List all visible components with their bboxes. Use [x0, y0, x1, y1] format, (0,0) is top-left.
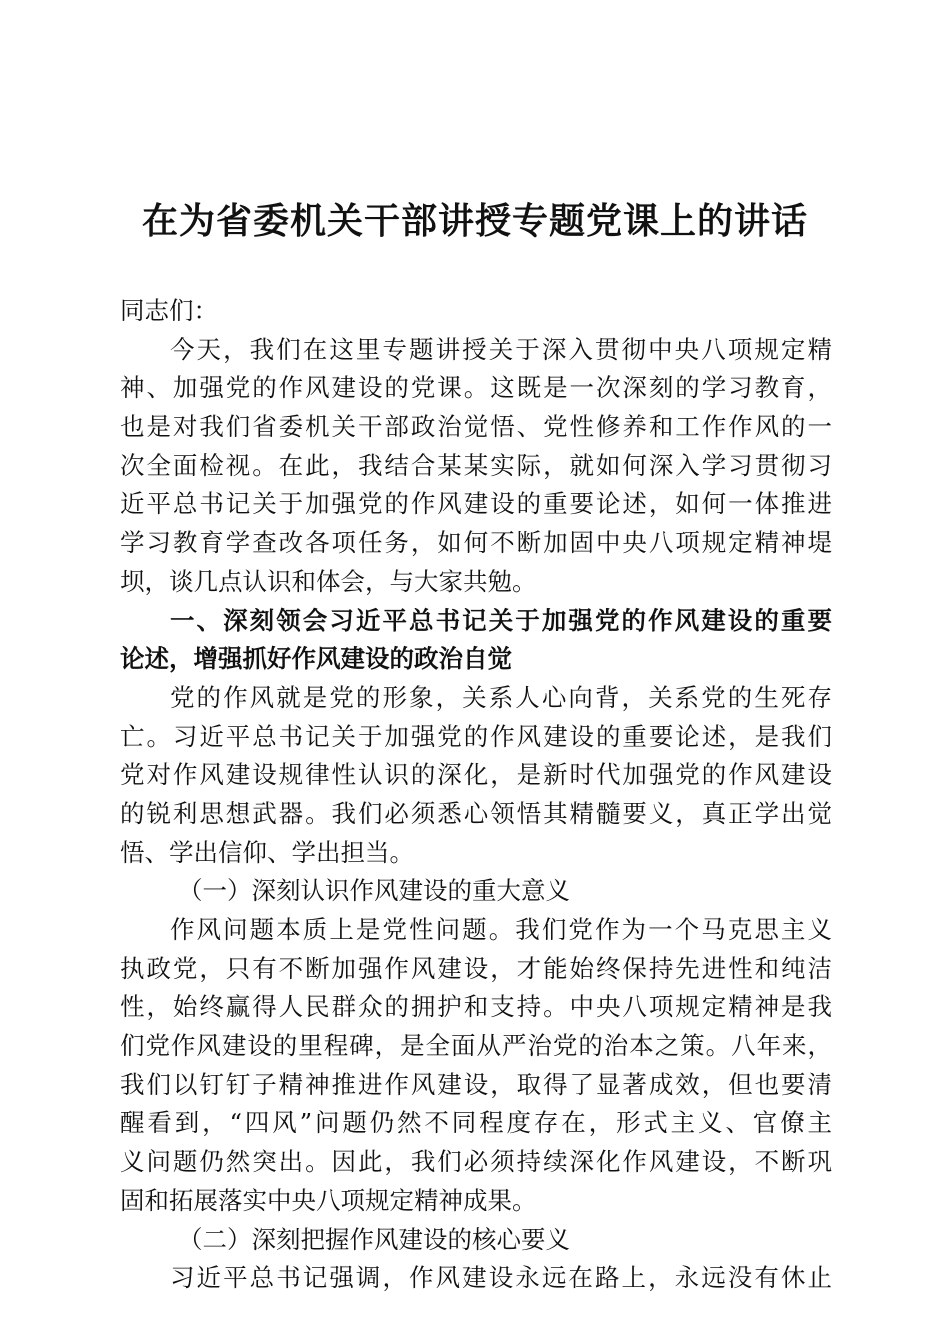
paragraph-line: 义问题仍然突出。因此，我们必须持续深化作风建设，不断巩	[120, 1147, 832, 1177]
paragraph-line: 性，始终赢得人民群众的拥护和支持。中央八项规定精神是我	[120, 992, 832, 1022]
paragraph-intro	[120, 331, 832, 602]
paragraph-line: 醒看到，“四风”问题仍然不同程度存在，形式主义、官僚主	[120, 1108, 832, 1138]
paragraph-line: 悟、学出信仰、学出担当。	[120, 837, 414, 867]
paragraph-line: 近平总书记关于加强党的作风建设的重要论述，如何一体推进	[120, 489, 832, 519]
paragraph-line: 坝，谈几点认识和体会，与大家共勉。	[120, 566, 537, 596]
paragraph-subsection-2	[120, 1259, 832, 1298]
paragraph-line: 执政党，只有不断加强作风建设，才能始终保持先进性和纯洁	[120, 953, 832, 983]
paragraph-line: 亡。习近平总书记关于加强党的作风建设的重要论述，是我们	[120, 721, 832, 751]
section-heading-1	[120, 602, 832, 679]
heading-line: 论述，增强抓好作风建设的政治自觉	[120, 644, 512, 674]
subheading-1: （一）深刻认识作风建设的重大意义	[178, 876, 570, 906]
subheading-2: （二）深刻把握作风建设的核心要义	[178, 1224, 570, 1254]
heading-line: 一、深刻领会习近平总书记关于加强党的作风建设的重要	[170, 605, 832, 635]
document-body	[120, 292, 832, 1298]
paragraph-line: 习近平总书记强调，作风建设永远在路上，永远没有休止	[170, 1263, 832, 1293]
paragraph-line: 固和拓展落实中央八项规定精神成果。	[120, 1185, 537, 1215]
paragraph-line: 次全面检视。在此，我结合某某实际，就如何深入学习贯彻习	[120, 450, 832, 480]
salutation: 同志们：	[120, 296, 218, 325]
paragraph-line: 作风问题本质上是党性问题。我们党作为一个马克思主义	[170, 915, 832, 944]
paragraph-line: 我们以钉钉子精神推进作风建设，取得了显著成效，但也要清	[120, 1069, 832, 1099]
paragraph-subsection-1	[120, 911, 832, 1221]
paragraph-section-1	[120, 679, 832, 872]
paragraph-line: 神、加强党的作风建设的党课。这既是一次深刻的学习教育，	[120, 373, 832, 403]
paragraph-line: 今天，我们在这里专题讲授关于深入贯彻中央八项规定精	[170, 334, 832, 364]
paragraph-line: 的锐利思想武器。我们必须悉心领悟其精髓要义，真正学出觉	[120, 798, 832, 828]
document-title: 在为省委机关干部讲授专题党课上的讲话	[141, 200, 808, 242]
paragraph-line: 党的作风就是党的形象，关系人心向背，关系党的生死存	[170, 682, 832, 712]
paragraph-line: 也是对我们省委机关干部政治觉悟、党性修养和工作作风的一	[120, 412, 832, 442]
paragraph-line: 党对作风建设规律性认识的深化，是新时代加强党的作风建设	[120, 760, 832, 790]
paragraph-line: 学习教育学查改各项任务，如何不断加固中央八项规定精神堤	[120, 528, 832, 558]
paragraph-line: 们党作风建设的里程碑，是全面从严治党的治本之策。八年来，	[120, 1031, 832, 1061]
